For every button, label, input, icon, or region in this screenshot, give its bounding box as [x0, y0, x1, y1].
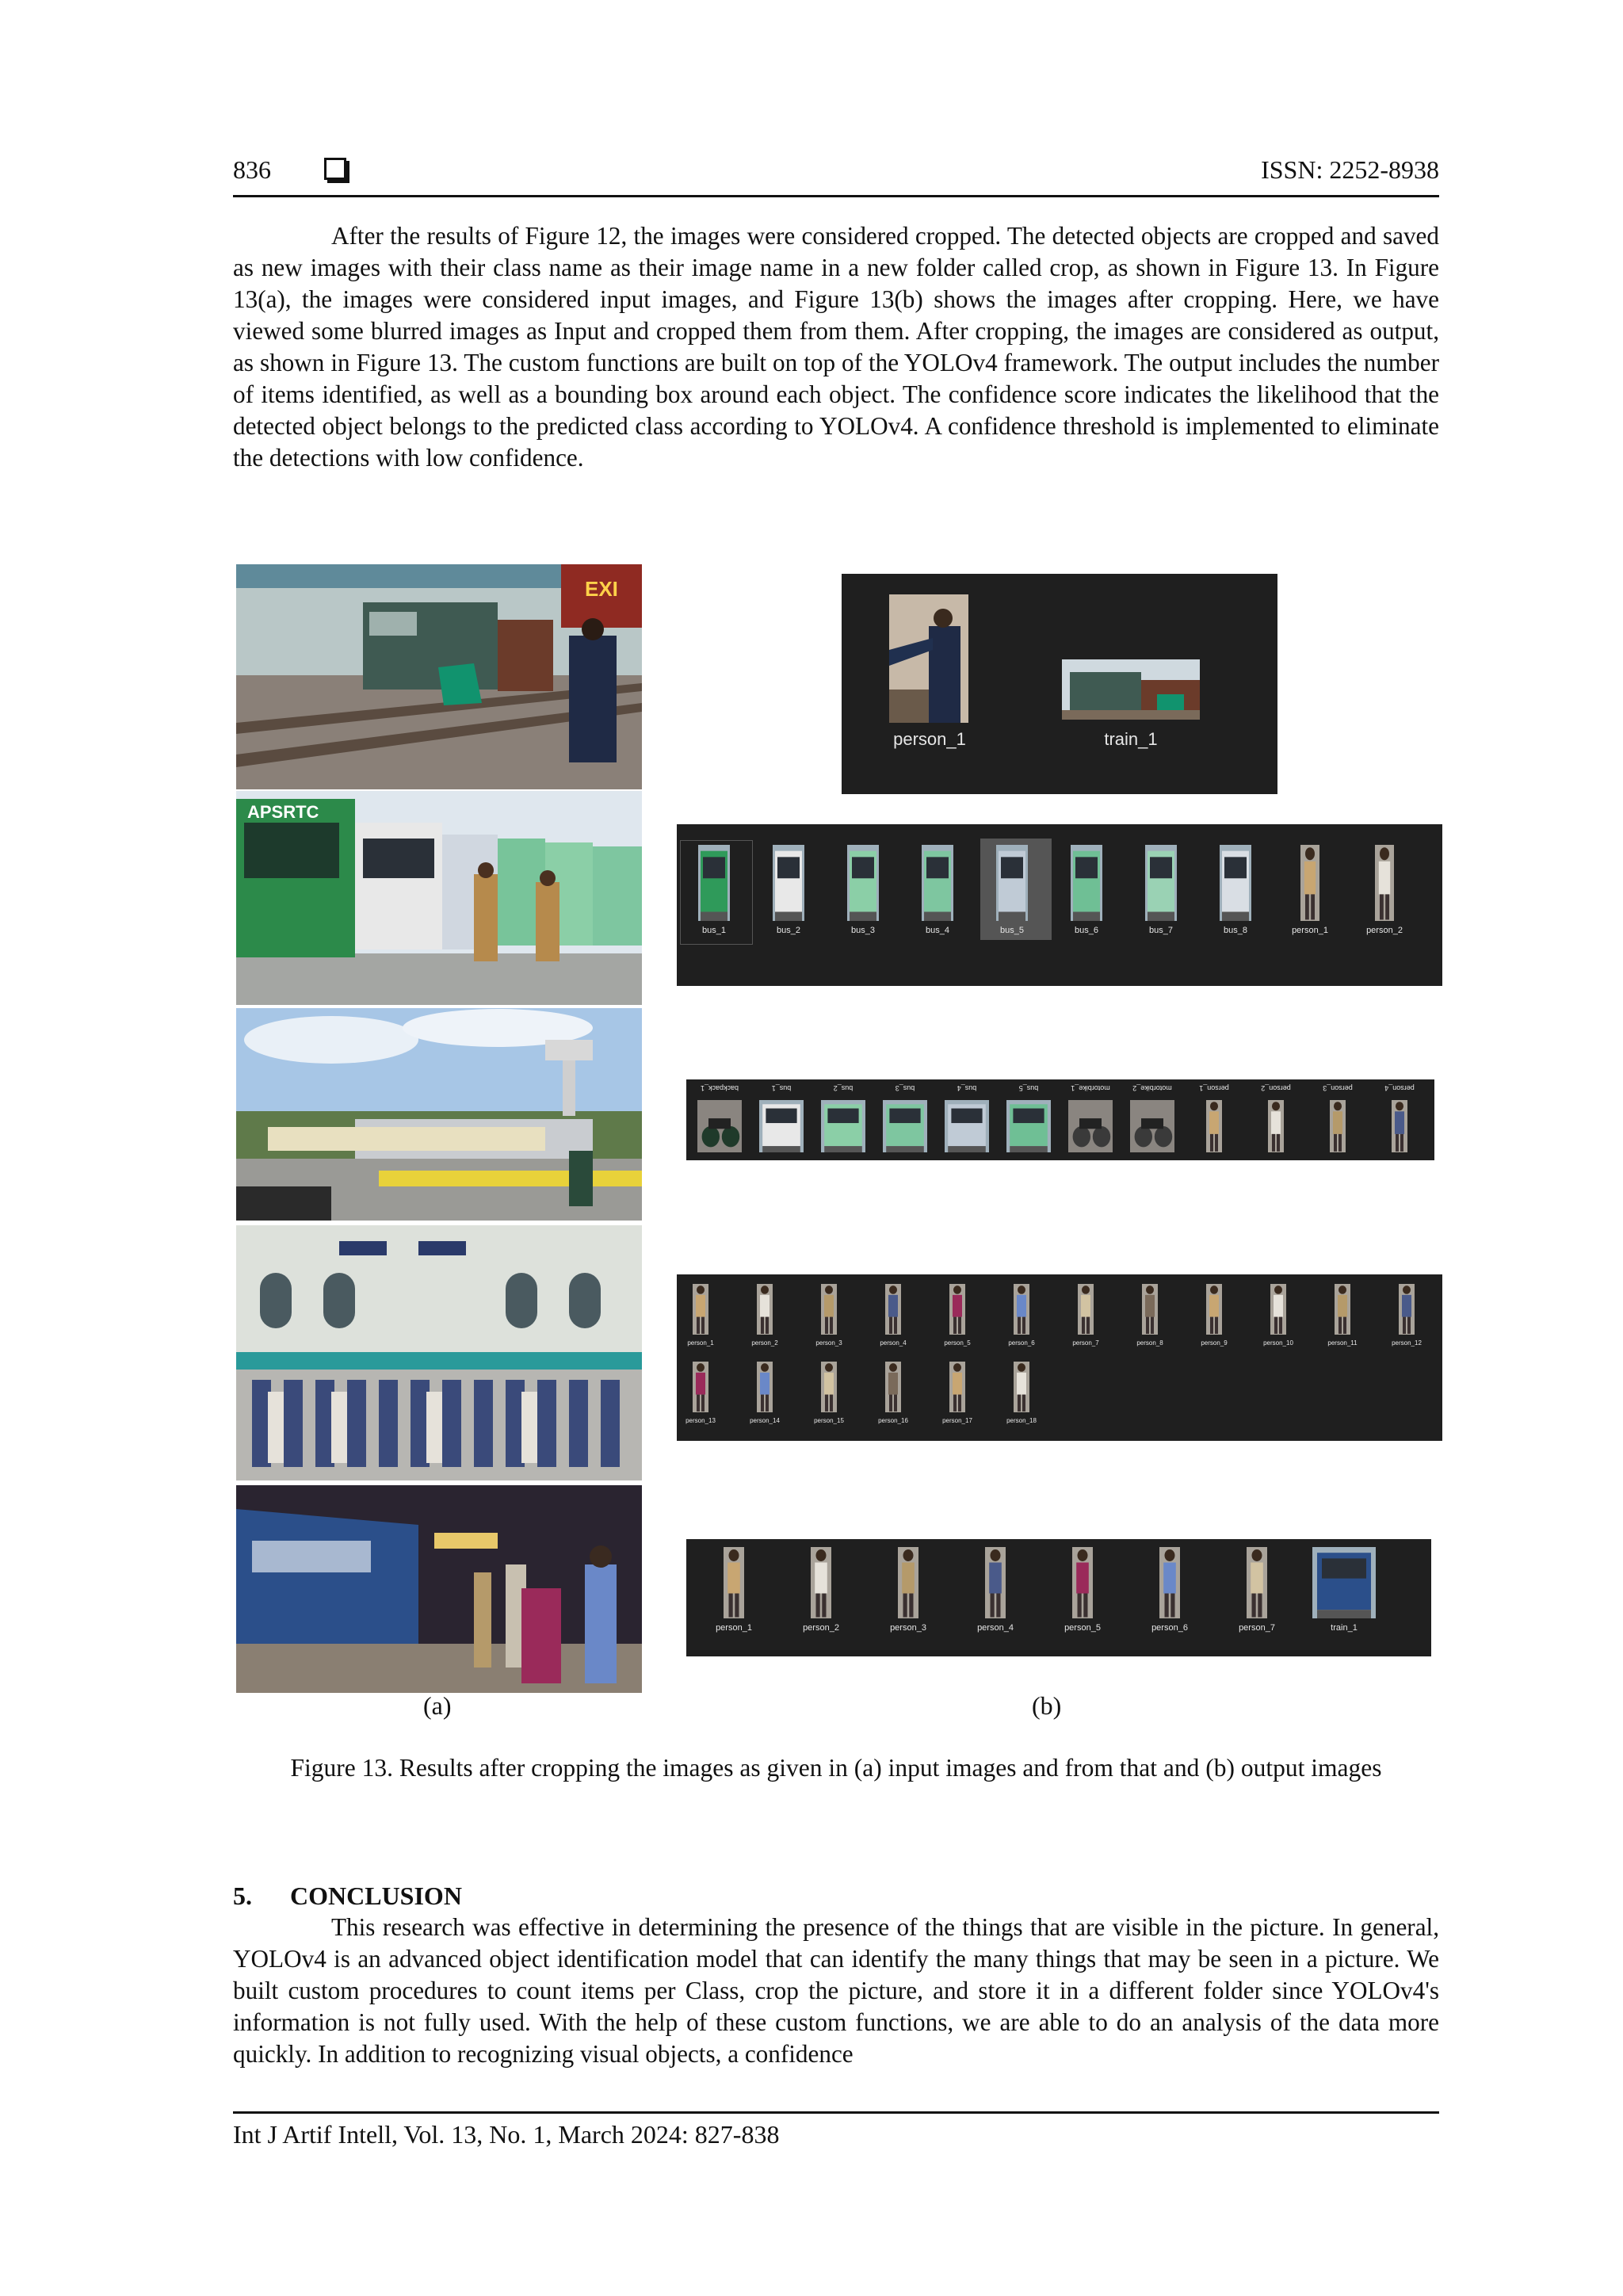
crop-thumb[interactable] — [885, 1284, 901, 1335]
crop-thumb[interactable] — [985, 1547, 1006, 1618]
crop-label: bus_5 — [1018, 1084, 1039, 1092]
crop-label: person_6 — [1008, 1339, 1035, 1347]
crop-thumb[interactable] — [1247, 1547, 1267, 1618]
input-image-station-group — [236, 1225, 642, 1480]
crop-thumb[interactable] — [697, 1100, 742, 1152]
crop-thumb[interactable] — [1312, 1547, 1376, 1618]
crop-thumb[interactable] — [922, 845, 953, 921]
crop-thumb[interactable] — [698, 845, 730, 921]
crop-thumb[interactable] — [1206, 1100, 1222, 1152]
crop-thumb[interactable] — [821, 1362, 837, 1412]
crop-label: person_10 — [1263, 1339, 1293, 1347]
crop-thumb[interactable] — [1300, 845, 1319, 921]
crop-label: person_2 — [803, 1623, 839, 1633]
crop-label: person_17 — [942, 1417, 972, 1424]
section-title: CONCLUSION — [290, 1881, 462, 1910]
crop-label: person_2 — [751, 1339, 778, 1347]
issn: ISSN: 2252-8938 — [1261, 155, 1439, 184]
crop-thumb[interactable] — [811, 1547, 831, 1618]
crop-label: bus_3 — [895, 1084, 915, 1092]
running-header — [233, 155, 1439, 197]
crop-thumb[interactable] — [693, 1284, 708, 1335]
output-panel-3 — [686, 1079, 1434, 1160]
crop-label: bus_3 — [851, 926, 875, 935]
crop-label: person_4 — [880, 1339, 907, 1347]
crop-thumb-train — [1062, 659, 1200, 720]
crop-label: person_2 — [1261, 1084, 1291, 1092]
crop-thumb[interactable] — [1068, 1100, 1113, 1152]
input-image-train-station — [236, 564, 642, 789]
crop-label: bus_2 — [777, 926, 800, 935]
crop-label: bus_6 — [1075, 926, 1098, 935]
running-footer: Int J Artif Intell, Vol. 13, No. 1, March 2024: 827-838 — [233, 2111, 1439, 2149]
figure-caption: Figure 13. Results after cropping the images as given in (a) input images and from that and (b) output images — [290, 1754, 1382, 1782]
crop-thumb[interactable] — [1392, 1100, 1407, 1152]
output-panel-2 — [677, 824, 1442, 986]
crop-label: person_5 — [1064, 1623, 1101, 1633]
crop-thumb[interactable] — [945, 1100, 989, 1152]
crop-label: train_1 — [1104, 729, 1158, 749]
crop-label: bus_1 — [702, 926, 726, 935]
crop-label: person_15 — [814, 1417, 844, 1424]
crop-label: person_11 — [1327, 1339, 1358, 1347]
crop-thumb[interactable] — [757, 1284, 773, 1335]
crop-thumb[interactable] — [693, 1362, 708, 1412]
input-image-bus-depot — [236, 1008, 642, 1221]
crop-label: person_7 — [1239, 1623, 1275, 1633]
output-panel-1 — [842, 574, 1277, 794]
crop-label: person_3 — [1323, 1084, 1353, 1092]
crop-thumb[interactable] — [773, 845, 804, 921]
crop-label: person_1 — [893, 729, 966, 749]
crop-label: person_1 — [1292, 926, 1328, 935]
input-sign-apsrtc: APSRTC — [247, 802, 319, 822]
output-panel-5 — [686, 1539, 1431, 1656]
crop-thumb[interactable] — [1270, 1284, 1286, 1335]
crop-thumb[interactable] — [1330, 1100, 1346, 1152]
crop-thumb[interactable] — [759, 1100, 804, 1152]
crop-thumb[interactable] — [1006, 1100, 1051, 1152]
crop-thumb[interactable] — [1078, 1284, 1094, 1335]
crop-thumb[interactable] — [724, 1547, 744, 1618]
crop-thumb[interactable] — [1375, 845, 1394, 921]
crop-thumb[interactable] — [1072, 1547, 1093, 1618]
input-sign-exit: EXI — [585, 577, 618, 601]
crop-label: bus_7 — [1149, 926, 1173, 935]
crop-label: bus_1 — [771, 1084, 792, 1092]
crop-thumb[interactable] — [898, 1547, 918, 1618]
crop-label: person_8 — [1136, 1339, 1163, 1347]
crop-label: person_18 — [1006, 1417, 1037, 1424]
crop-label: person_2 — [1366, 926, 1403, 935]
crop-label: person_4 — [977, 1623, 1014, 1633]
crop-thumb[interactable] — [1268, 1100, 1284, 1152]
section-number: 5. — [233, 1881, 252, 1910]
crop-thumb[interactable] — [885, 1362, 901, 1412]
section-heading — [233, 1881, 462, 1911]
crop-label: bus_4 — [957, 1084, 977, 1092]
crop-label: person_13 — [685, 1417, 716, 1424]
crop-thumb[interactable] — [949, 1284, 965, 1335]
crop-thumb[interactable] — [1220, 845, 1251, 921]
crop-label: motorbike_2 — [1132, 1084, 1172, 1092]
crop-label: bus_8 — [1224, 926, 1247, 935]
crop-thumb[interactable] — [949, 1362, 965, 1412]
crop-label: person_14 — [750, 1417, 780, 1424]
subfigure-label-a: (a) — [423, 1691, 452, 1720]
crop-label: person_12 — [1392, 1339, 1422, 1347]
crop-thumb[interactable] — [821, 1284, 837, 1335]
page-number: 836 — [233, 155, 271, 184]
crop-label: bus_2 — [833, 1084, 854, 1092]
crop-thumb[interactable] — [847, 845, 879, 921]
crop-label: person_9 — [1201, 1339, 1228, 1347]
crop-label: motorbike_1 — [1071, 1084, 1110, 1092]
crop-thumb[interactable] — [1014, 1284, 1029, 1335]
crop-label: person_6 — [1151, 1623, 1188, 1633]
input-image-night-platform — [236, 1485, 642, 1693]
crop-thumb[interactable] — [1014, 1362, 1029, 1412]
crop-label: backpack_1 — [700, 1084, 739, 1092]
crop-label: person_3 — [890, 1623, 926, 1633]
crop-thumb-person — [889, 594, 968, 723]
crop-thumb[interactable] — [821, 1100, 865, 1152]
crop-label: person_4 — [1384, 1084, 1415, 1092]
body-paragraph-1: After the results of Figure 12, the images were considered cropped. The detected objects are cropped and saved as new images with their class name as their image name in a new folder called crop, as shown in Figure 13. In Figure 13(a), the images were considered input images, and Figure 13(b) shows the images after cropping. Here, we have viewed some blurred images as Input and cropped them from them. After cropping, the images are considered as output, as shown in Figure 13. The custom functions are built on top of the YOLOv4 framework. The output includes the number of items identified, as well as a bounding box around each object. The confidence score indicates the likelihood that the detected object belongs to the predicted class according to YOLOv4. A confidence threshold is implemented to eliminate the detections with low confidence. — [233, 222, 1439, 472]
crop-thumb[interactable] — [757, 1362, 773, 1412]
crop-label: person_5 — [944, 1339, 971, 1347]
crop-label: person_1 — [687, 1339, 714, 1347]
crop-label: bus_4 — [926, 926, 949, 935]
crop-thumb[interactable] — [996, 845, 1028, 921]
crop-thumb[interactable] — [883, 1100, 927, 1152]
crop-thumb[interactable] — [1145, 845, 1177, 921]
crop-thumb[interactable] — [1335, 1284, 1350, 1335]
crop-thumb[interactable] — [1142, 1284, 1158, 1335]
crop-thumb[interactable] — [1071, 845, 1102, 921]
output-panel-4 — [677, 1274, 1442, 1441]
input-image-bus-station — [236, 791, 642, 1005]
crop-label: person_3 — [815, 1339, 842, 1347]
subfigure-label-b: (b) — [1032, 1691, 1062, 1720]
crop-thumb[interactable] — [1159, 1547, 1180, 1618]
crop-label: person_7 — [1072, 1339, 1099, 1347]
figure-13a-input-column — [236, 564, 642, 1693]
crop-label: person_1 — [1199, 1084, 1229, 1092]
crop-label: person_16 — [878, 1417, 908, 1424]
crop-label: person_1 — [716, 1623, 752, 1633]
crop-thumb[interactable] — [1130, 1100, 1174, 1152]
crop-thumb[interactable] — [1399, 1284, 1415, 1335]
crop-label: bus_5 — [1000, 926, 1024, 935]
crop-thumb[interactable] — [1206, 1284, 1222, 1335]
header-box-icon — [324, 158, 346, 180]
crop-label: train_1 — [1331, 1623, 1358, 1633]
body-paragraph-2: This research was effective in determining the presence of the things that are visible in the picture. In general, YOLOv4 is an advanced object identification model that can identify the many things that may be seen in a picture. We built custom procedures to count items per Class, crop the picture, and store it in a different folder since YOLOv4's information is not fully used. With the help of these custom functions, we are able to do an analysis of the data more quickly. In addition to recognizing visual objects, a confidence — [233, 1913, 1439, 2068]
